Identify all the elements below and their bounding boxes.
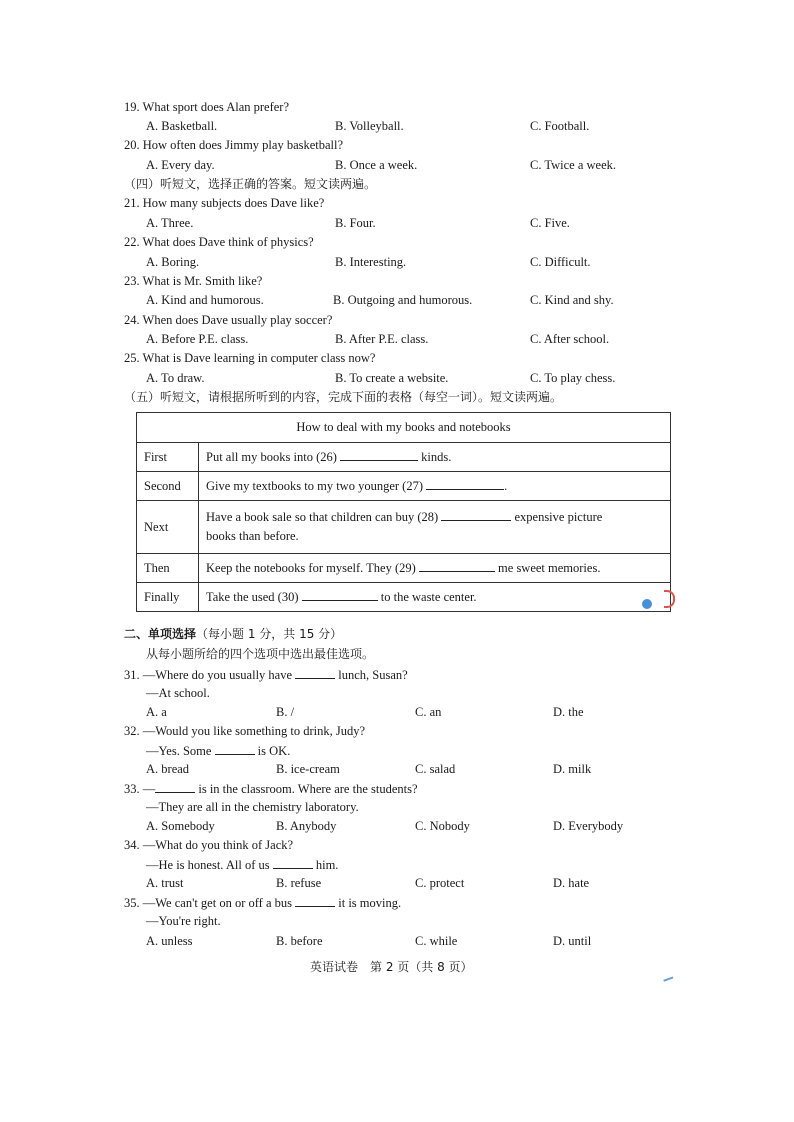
- question-33: [124, 781, 418, 797]
- reply-34: [146, 857, 338, 873]
- row-text: Keep the notebooks for myself. They (29): [206, 560, 416, 575]
- row-text: kinds.: [421, 449, 452, 464]
- question-text: him.: [315, 858, 339, 872]
- option-34b[interactable]: B. refuse: [276, 876, 322, 890]
- question-text: 33. —: [124, 782, 156, 796]
- scan-mark-icon: [663, 976, 674, 985]
- option-23c[interactable]: C. Kind and shy.: [530, 293, 614, 307]
- row-text: me sweet memories.: [498, 560, 601, 575]
- option-22b[interactable]: B. Interesting.: [335, 255, 407, 269]
- option-34a[interactable]: A. trust: [146, 876, 184, 890]
- reply-31: —At school.: [146, 686, 210, 700]
- question-31: [124, 667, 408, 683]
- option-19a[interactable]: A. Basketball.: [146, 119, 218, 133]
- table-row: [137, 501, 671, 554]
- question-34: 34. —What do you think of Jack?: [124, 838, 294, 852]
- blank-27[interactable]: [426, 478, 504, 490]
- option-19c[interactable]: C. Football.: [530, 119, 590, 133]
- blank-29[interactable]: [419, 560, 495, 572]
- option-35b[interactable]: B. before: [276, 934, 323, 948]
- option-25a[interactable]: A. To draw.: [146, 371, 205, 385]
- option-35a[interactable]: A. unless: [146, 934, 193, 948]
- section4-instruction: （四）听短文，选择正确的答案。短文读两遍。: [124, 177, 377, 191]
- step-finally: Finally: [137, 583, 199, 612]
- question-35: [124, 895, 401, 911]
- part2-heading: [124, 627, 342, 642]
- row-text: Put all my books into (26): [206, 449, 337, 464]
- option-25b[interactable]: B. To create a website.: [335, 371, 449, 385]
- table-row: [137, 472, 671, 501]
- option-31b[interactable]: B. /: [276, 705, 295, 719]
- question-text: 35. —We can't get on or off a bus: [124, 896, 292, 910]
- blank-33[interactable]: [155, 781, 195, 793]
- scan-mark-icon: [642, 599, 652, 609]
- question-text: is OK.: [257, 744, 291, 758]
- question-24: 24. When does Dave usually play soccer?: [124, 313, 333, 327]
- option-21a[interactable]: A. Three.: [146, 216, 194, 230]
- question-23: 23. What is Mr. Smith like?: [124, 274, 263, 288]
- option-34d[interactable]: D. hate: [553, 876, 590, 890]
- row-text: Give my textbooks to my two younger (27): [206, 478, 423, 493]
- part2-score-note: （每小题 1 分，共 15 分）: [196, 627, 343, 641]
- row-content: [199, 501, 671, 554]
- reply-32: [146, 743, 290, 759]
- row-text: Take the used (30): [206, 589, 299, 604]
- table-row: [137, 443, 671, 472]
- blank-35[interactable]: [295, 895, 335, 907]
- question-text: it is moving.: [338, 896, 402, 910]
- blank-31[interactable]: [295, 667, 335, 679]
- option-31c[interactable]: C. an: [415, 705, 442, 719]
- question-19: 19. What sport does Alan prefer?: [124, 100, 289, 114]
- option-31d[interactable]: D. the: [553, 705, 584, 719]
- row-content: [199, 554, 671, 583]
- option-31a[interactable]: A. a: [146, 705, 167, 719]
- row-text: Have a book sale so that children can buy (28): [206, 510, 439, 524]
- question-text: lunch, Susan?: [338, 668, 408, 682]
- option-24b[interactable]: B. After P.E. class.: [335, 332, 429, 346]
- step-then: Then: [137, 554, 199, 583]
- row-content: [199, 443, 671, 472]
- blank-30[interactable]: [302, 589, 378, 601]
- reply-33: —They are all in the chemistry laboratory.: [146, 800, 359, 814]
- option-33a[interactable]: A. Somebody: [146, 819, 215, 833]
- notes-table: [136, 412, 671, 612]
- option-22a[interactable]: A. Boring.: [146, 255, 200, 269]
- blank-28[interactable]: [441, 509, 511, 521]
- option-22c[interactable]: C. Difficult.: [530, 255, 591, 269]
- option-20a[interactable]: A. Every day.: [146, 158, 215, 172]
- table-title: How to deal with my books and notebooks: [137, 413, 671, 443]
- option-21b[interactable]: B. Four.: [335, 216, 376, 230]
- blank-34[interactable]: [273, 857, 313, 869]
- reply-35: —You're right.: [146, 914, 221, 928]
- option-32c[interactable]: C. salad: [415, 762, 456, 776]
- option-35d[interactable]: D. until: [553, 934, 592, 948]
- option-25c[interactable]: C. To play chess.: [530, 371, 616, 385]
- option-23a[interactable]: A. Kind and humorous.: [146, 293, 264, 307]
- page-footer: 英语试卷 第 2 页（共 8 页）: [310, 960, 473, 974]
- option-20c[interactable]: C. Twice a week.: [530, 158, 617, 172]
- question-text: —He is honest. All of us: [146, 858, 270, 872]
- option-35c[interactable]: C. while: [415, 934, 458, 948]
- option-34c[interactable]: C. protect: [415, 876, 465, 890]
- row-content: [199, 583, 671, 612]
- option-23b[interactable]: B. Outgoing and humorous.: [333, 293, 473, 307]
- table-row: [137, 583, 671, 612]
- row-text: books than before.: [206, 529, 299, 543]
- option-32a[interactable]: A. bread: [146, 762, 190, 776]
- part2-title: 二、单项选择: [124, 627, 197, 641]
- question-text: 31. —Where do you usually have: [124, 668, 293, 682]
- row-content: [199, 472, 671, 501]
- row-text: .: [504, 478, 508, 493]
- option-24a[interactable]: A. Before P.E. class.: [146, 332, 249, 346]
- row-text: to the waste center.: [380, 589, 477, 604]
- blank-26[interactable]: [340, 449, 418, 461]
- table-row: [137, 554, 671, 583]
- part2-instruction: 从每小题所给的四个选项中选出最佳选项。: [146, 647, 375, 661]
- option-32d[interactable]: D. milk: [553, 762, 592, 776]
- question-21: 21. How many subjects does Dave like?: [124, 196, 325, 210]
- section5-instruction: （五）听短文，请根据所听到的内容，完成下面的表格（每空一词）。短文读两遍。: [124, 390, 563, 404]
- option-21c[interactable]: C. Five.: [530, 216, 570, 230]
- question-32: 32. —Would you like something to drink, Judy?: [124, 724, 365, 738]
- scan-mark-icon: [664, 590, 675, 608]
- option-24c[interactable]: C. After school.: [530, 332, 610, 346]
- step-first: First: [137, 443, 199, 472]
- question-22: 22. What does Dave think of physics?: [124, 235, 314, 249]
- blank-32[interactable]: [215, 743, 255, 755]
- question-text: is in the classroom. Where are the students?: [198, 782, 418, 796]
- option-33d[interactable]: D. Everybody: [553, 819, 624, 833]
- option-19b[interactable]: B. Volleyball.: [335, 119, 404, 133]
- step-next: Next: [137, 501, 199, 554]
- option-32b[interactable]: B. ice-cream: [276, 762, 340, 776]
- option-20b[interactable]: B. Once a week.: [335, 158, 418, 172]
- question-20: 20. How often does Jimmy play basketball?: [124, 138, 344, 152]
- step-second: Second: [137, 472, 199, 501]
- row-text: expensive picture: [514, 510, 603, 524]
- question-text: —Yes. Some: [146, 744, 212, 758]
- question-25: 25. What is Dave learning in computer class now?: [124, 351, 376, 365]
- option-33b[interactable]: B. Anybody: [276, 819, 337, 833]
- option-33c[interactable]: C. Nobody: [415, 819, 470, 833]
